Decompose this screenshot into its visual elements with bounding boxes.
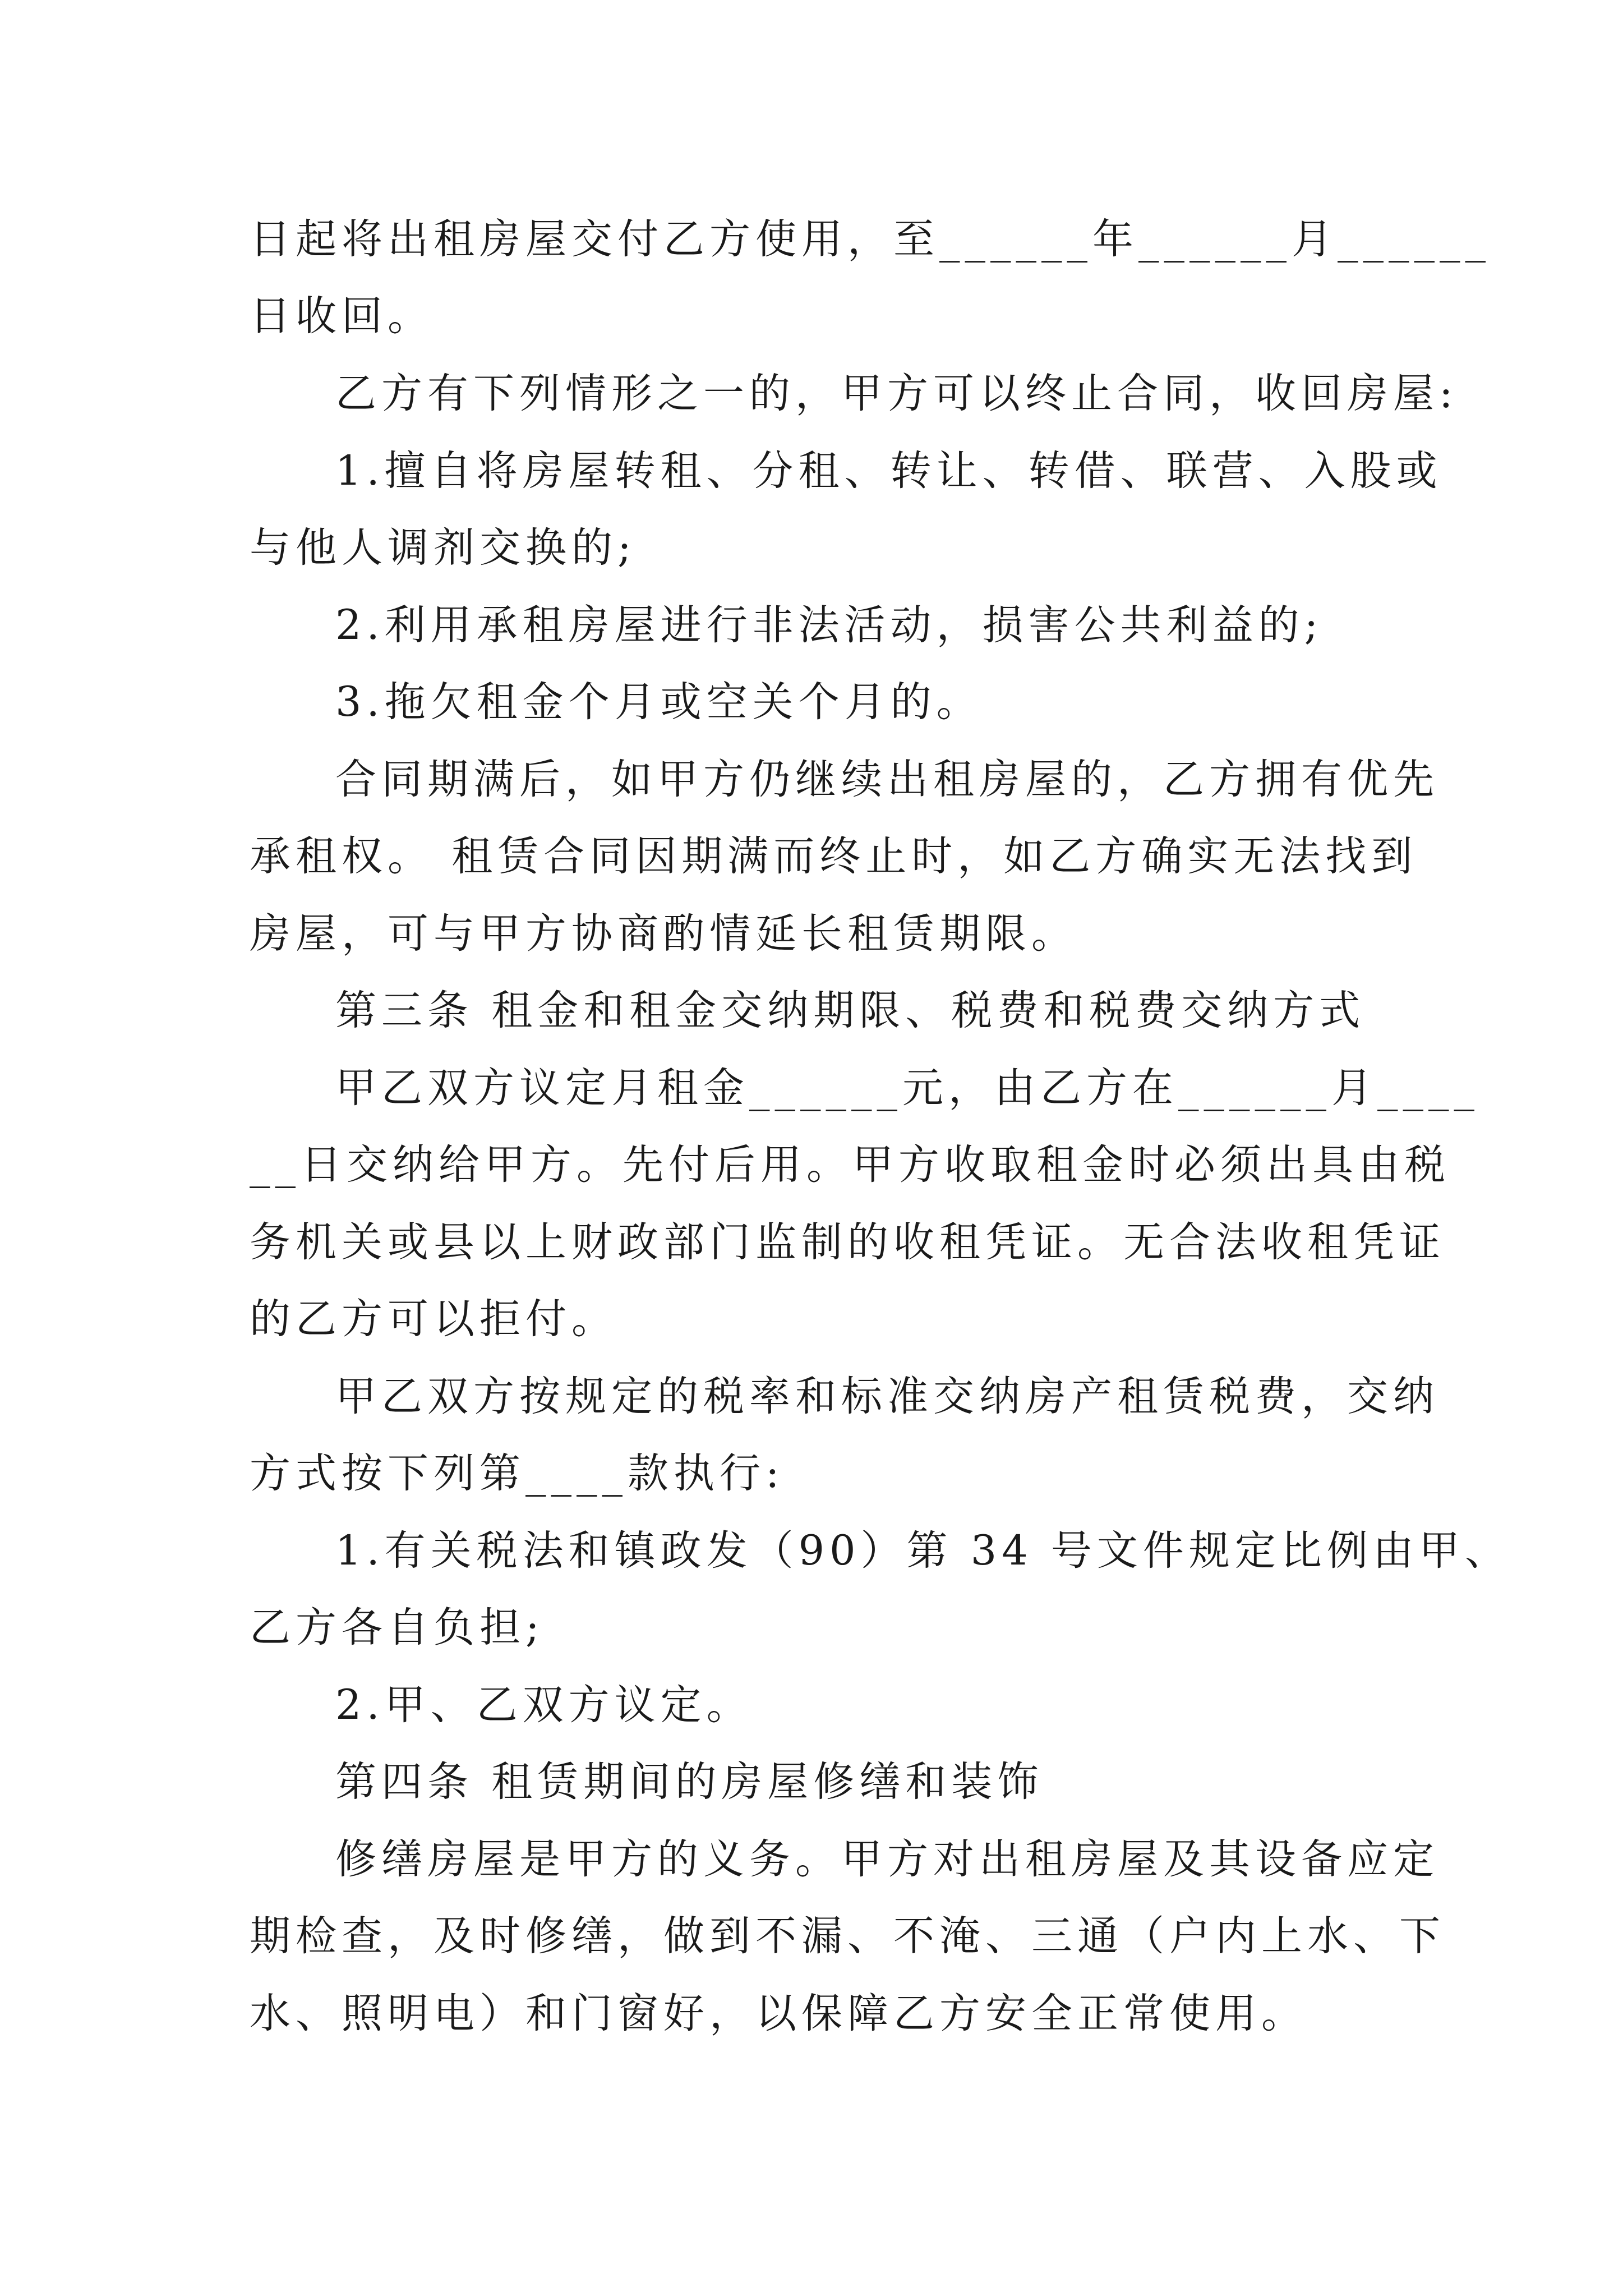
text-line: 务机关或县以上财政部门监制的收租凭证。无合法收租凭证 [250,1218,1445,1266]
text-line: 甲乙双方按规定的税率和标准交纳房产租赁税费，交纳 [335,1373,1439,1420]
text-line: 乙方各自负担; [250,1604,545,1651]
text-line: 1.擅自将房屋转租、分租、转让、转借、联营、入股或 [335,447,1442,495]
text-line: 甲乙双方议定月租金______元，由乙方在______月____ [335,1064,1479,1112]
text-line: 承租权。 租赁合同因期满而终止时，如乙方确实无法找到 [250,832,1418,880]
text-line: 期检查，及时修缮，做到不漏、不淹、三通（户内上水、下 [250,1912,1445,1960]
text-line: 2.利用承租房屋进行非法活动，损害公共利益的; [335,601,1324,649]
text-line: 日起将出租房屋交付乙方使用，至______年______月______ [250,215,1491,263]
text-line: 合同期满后，如甲方仍继续出租房屋的，乙方拥有优先 [335,756,1439,803]
text-line: 1.有关税法和镇政发（90）第 34 号文件规定比例由甲、 [335,1527,1511,1575]
text-line: 乙方有下列情形之一的，甲方可以终止合同，收回房屋: [335,370,1458,417]
section-heading: 第三条 租金和租金交纳期限、税费和税费交纳方式 [335,987,1366,1034]
text-line: 日收回。 [250,292,434,340]
text-line: 与他人调剂交换的; [250,524,637,572]
text-line: 3.拖欠租金个月或空关个月的。 [335,678,983,726]
text-line: 房屋，可与甲方协商酌情延长租赁期限。 [250,910,1077,958]
text-line: 方式按下列第____款执行: [250,1450,785,1497]
text-line: 修缮房屋是甲方的义务。甲方对出租房屋及其设备应定 [335,1835,1439,1883]
text-line: 水、照明电）和门窗好，以保障乙方安全正常使用。 [250,1990,1307,2037]
text-line: 的乙方可以拒付。 [250,1295,617,1343]
section-heading: 第四条 租赁期间的房屋修缮和装饰 [335,1758,1044,1806]
text-line: 2.甲、乙双方议定。 [335,1681,753,1729]
text-line: __日交纳给甲方。先付后用。甲方收取租金时必须出具由税 [250,1141,1450,1189]
